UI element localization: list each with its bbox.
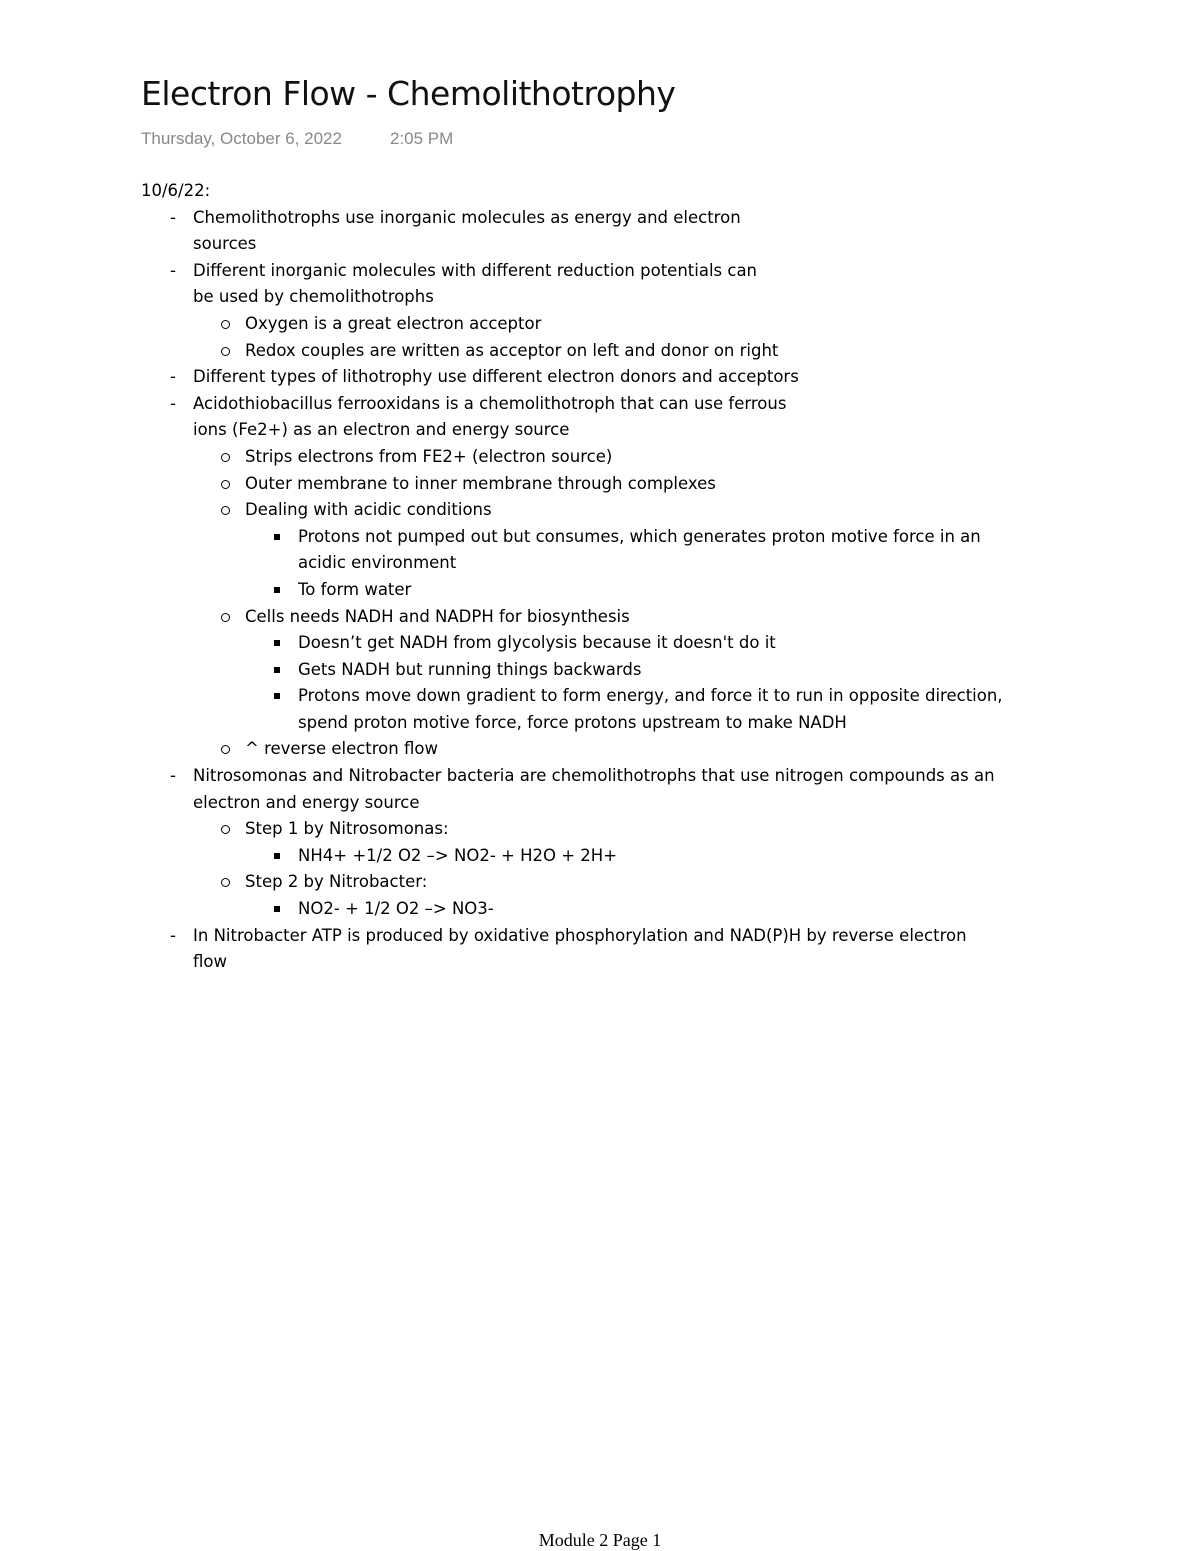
- item-text: Step 1 by Nitrosomonas:: [245, 819, 449, 839]
- circle-bullet-icon: [221, 320, 230, 329]
- dash-bullet-icon: -: [170, 393, 176, 413]
- list-item: [193, 816, 1071, 869]
- item-text: Chemolithotrophs use inorganic molecules as energy and electron sources: [193, 207, 741, 254]
- list-item: [193, 869, 1071, 922]
- item-text: Dealing with acidic conditions: [245, 500, 492, 520]
- note-time: 2:05 PM: [390, 129, 454, 148]
- list-item: [245, 843, 1071, 870]
- list-item: [193, 471, 1071, 498]
- list-item: [141, 205, 1071, 258]
- circle-bullet-icon: [221, 825, 230, 834]
- circle-bullet-icon: [221, 745, 230, 754]
- item-text: Acidothiobacillus ferrooxidans is a chemolithotroph that can use ferrous ions (Fe2+) as an electron and energy source: [193, 393, 787, 440]
- level-2-list: [193, 444, 1071, 763]
- list-item: [193, 736, 1071, 763]
- circle-bullet-icon: [221, 878, 230, 887]
- square-bullet-icon: [274, 906, 280, 912]
- item-text: Strips electrons from FE2+ (electron source): [245, 446, 613, 466]
- square-bullet-icon: [274, 667, 280, 673]
- level-3-list: [245, 630, 1071, 736]
- square-bullet-icon: [274, 853, 280, 859]
- level-3-list: [245, 896, 1071, 923]
- dash-bullet-icon: -: [170, 260, 176, 280]
- item-text: NH4+ +1/2 O2 –> NO2- + H2O + 2H+: [298, 845, 618, 865]
- circle-bullet-icon: [221, 347, 230, 356]
- item-text: Cells needs NADH and NADPH for biosynthesis: [245, 606, 630, 626]
- list-item: [141, 763, 1071, 923]
- item-text: Different types of lithotrophy use different electron donors and acceptors: [193, 367, 799, 387]
- list-item: [193, 497, 1071, 603]
- list-item: [245, 524, 1071, 577]
- item-text: Protons not pumped out but consumes, which generates proton motive force in an acidic environment: [298, 526, 981, 573]
- square-bullet-icon: [274, 640, 280, 646]
- circle-bullet-icon: [221, 453, 230, 462]
- list-item: [245, 577, 1071, 604]
- page-title: Electron Flow - Chemolithotrophy: [141, 74, 676, 113]
- note-date: Thursday, October 6, 2022: [141, 129, 342, 148]
- item-text: Oxygen is a great electron acceptor: [245, 313, 542, 333]
- item-text: To form water: [298, 579, 412, 599]
- level-2-list: [193, 311, 1071, 364]
- item-text: Different inorganic molecules with different reduction potentials can be used by chemolithotrophs: [193, 260, 758, 307]
- square-bullet-icon: [274, 587, 280, 593]
- list-item: [141, 364, 1071, 391]
- dash-bullet-icon: -: [170, 367, 176, 387]
- list-item: [245, 896, 1071, 923]
- circle-bullet-icon: [221, 613, 230, 622]
- item-text: Outer membrane to inner membrane through complexes: [245, 473, 716, 493]
- item-text: In Nitrobacter ATP is produced by oxidative phosphorylation and NAD(P)H by reverse electron flow: [193, 925, 967, 972]
- list-item: [193, 338, 1071, 365]
- item-text: Redox couples are written as acceptor on left and donor on right: [245, 340, 779, 360]
- dash-bullet-icon: -: [170, 925, 176, 945]
- item-text: Step 2 by Nitrobacter:: [245, 872, 428, 892]
- item-text: Doesn’t get NADH from glycolysis because it doesn't do it: [298, 633, 776, 653]
- list-item: [141, 923, 1071, 976]
- item-text: Gets NADH but running things backwards: [298, 659, 642, 679]
- item-text: Protons move down gradient to form energy, and force it to run in opposite direction, spend proton motive force, force protons upstream to make NADH: [298, 686, 1003, 732]
- level-2-list: [193, 816, 1071, 922]
- notes-date-heading: 10/6/22:: [141, 181, 211, 200]
- notes-body: [141, 178, 1071, 976]
- list-item: [245, 657, 1071, 684]
- item-text: ^ reverse electron flow: [245, 739, 438, 759]
- list-item: [193, 604, 1071, 737]
- dash-bullet-icon: -: [170, 207, 176, 227]
- square-bullet-icon: [274, 693, 280, 699]
- circle-bullet-icon: [221, 480, 230, 489]
- list-item: [245, 630, 1071, 657]
- list-item: [141, 258, 1071, 364]
- list-item: [193, 444, 1071, 471]
- square-bullet-icon: [274, 534, 280, 540]
- level-3-list: [245, 524, 1071, 604]
- circle-bullet-icon: [221, 506, 230, 515]
- list-item: [193, 311, 1071, 338]
- list-item: [141, 391, 1071, 763]
- dash-bullet-icon: -: [170, 766, 176, 786]
- level-3-list: [245, 843, 1071, 870]
- item-text: Nitrosomonas and Nitrobacter bacteria are chemolithotrophs that use nitrogen compounds as an electron and energy source: [193, 766, 995, 812]
- notes-list: [141, 205, 1071, 976]
- list-item: [245, 683, 1071, 736]
- page-footer: Module 2 Page 1: [538, 1530, 662, 1550]
- item-text: NO2- + 1/2 O2 –> NO3-: [298, 899, 494, 919]
